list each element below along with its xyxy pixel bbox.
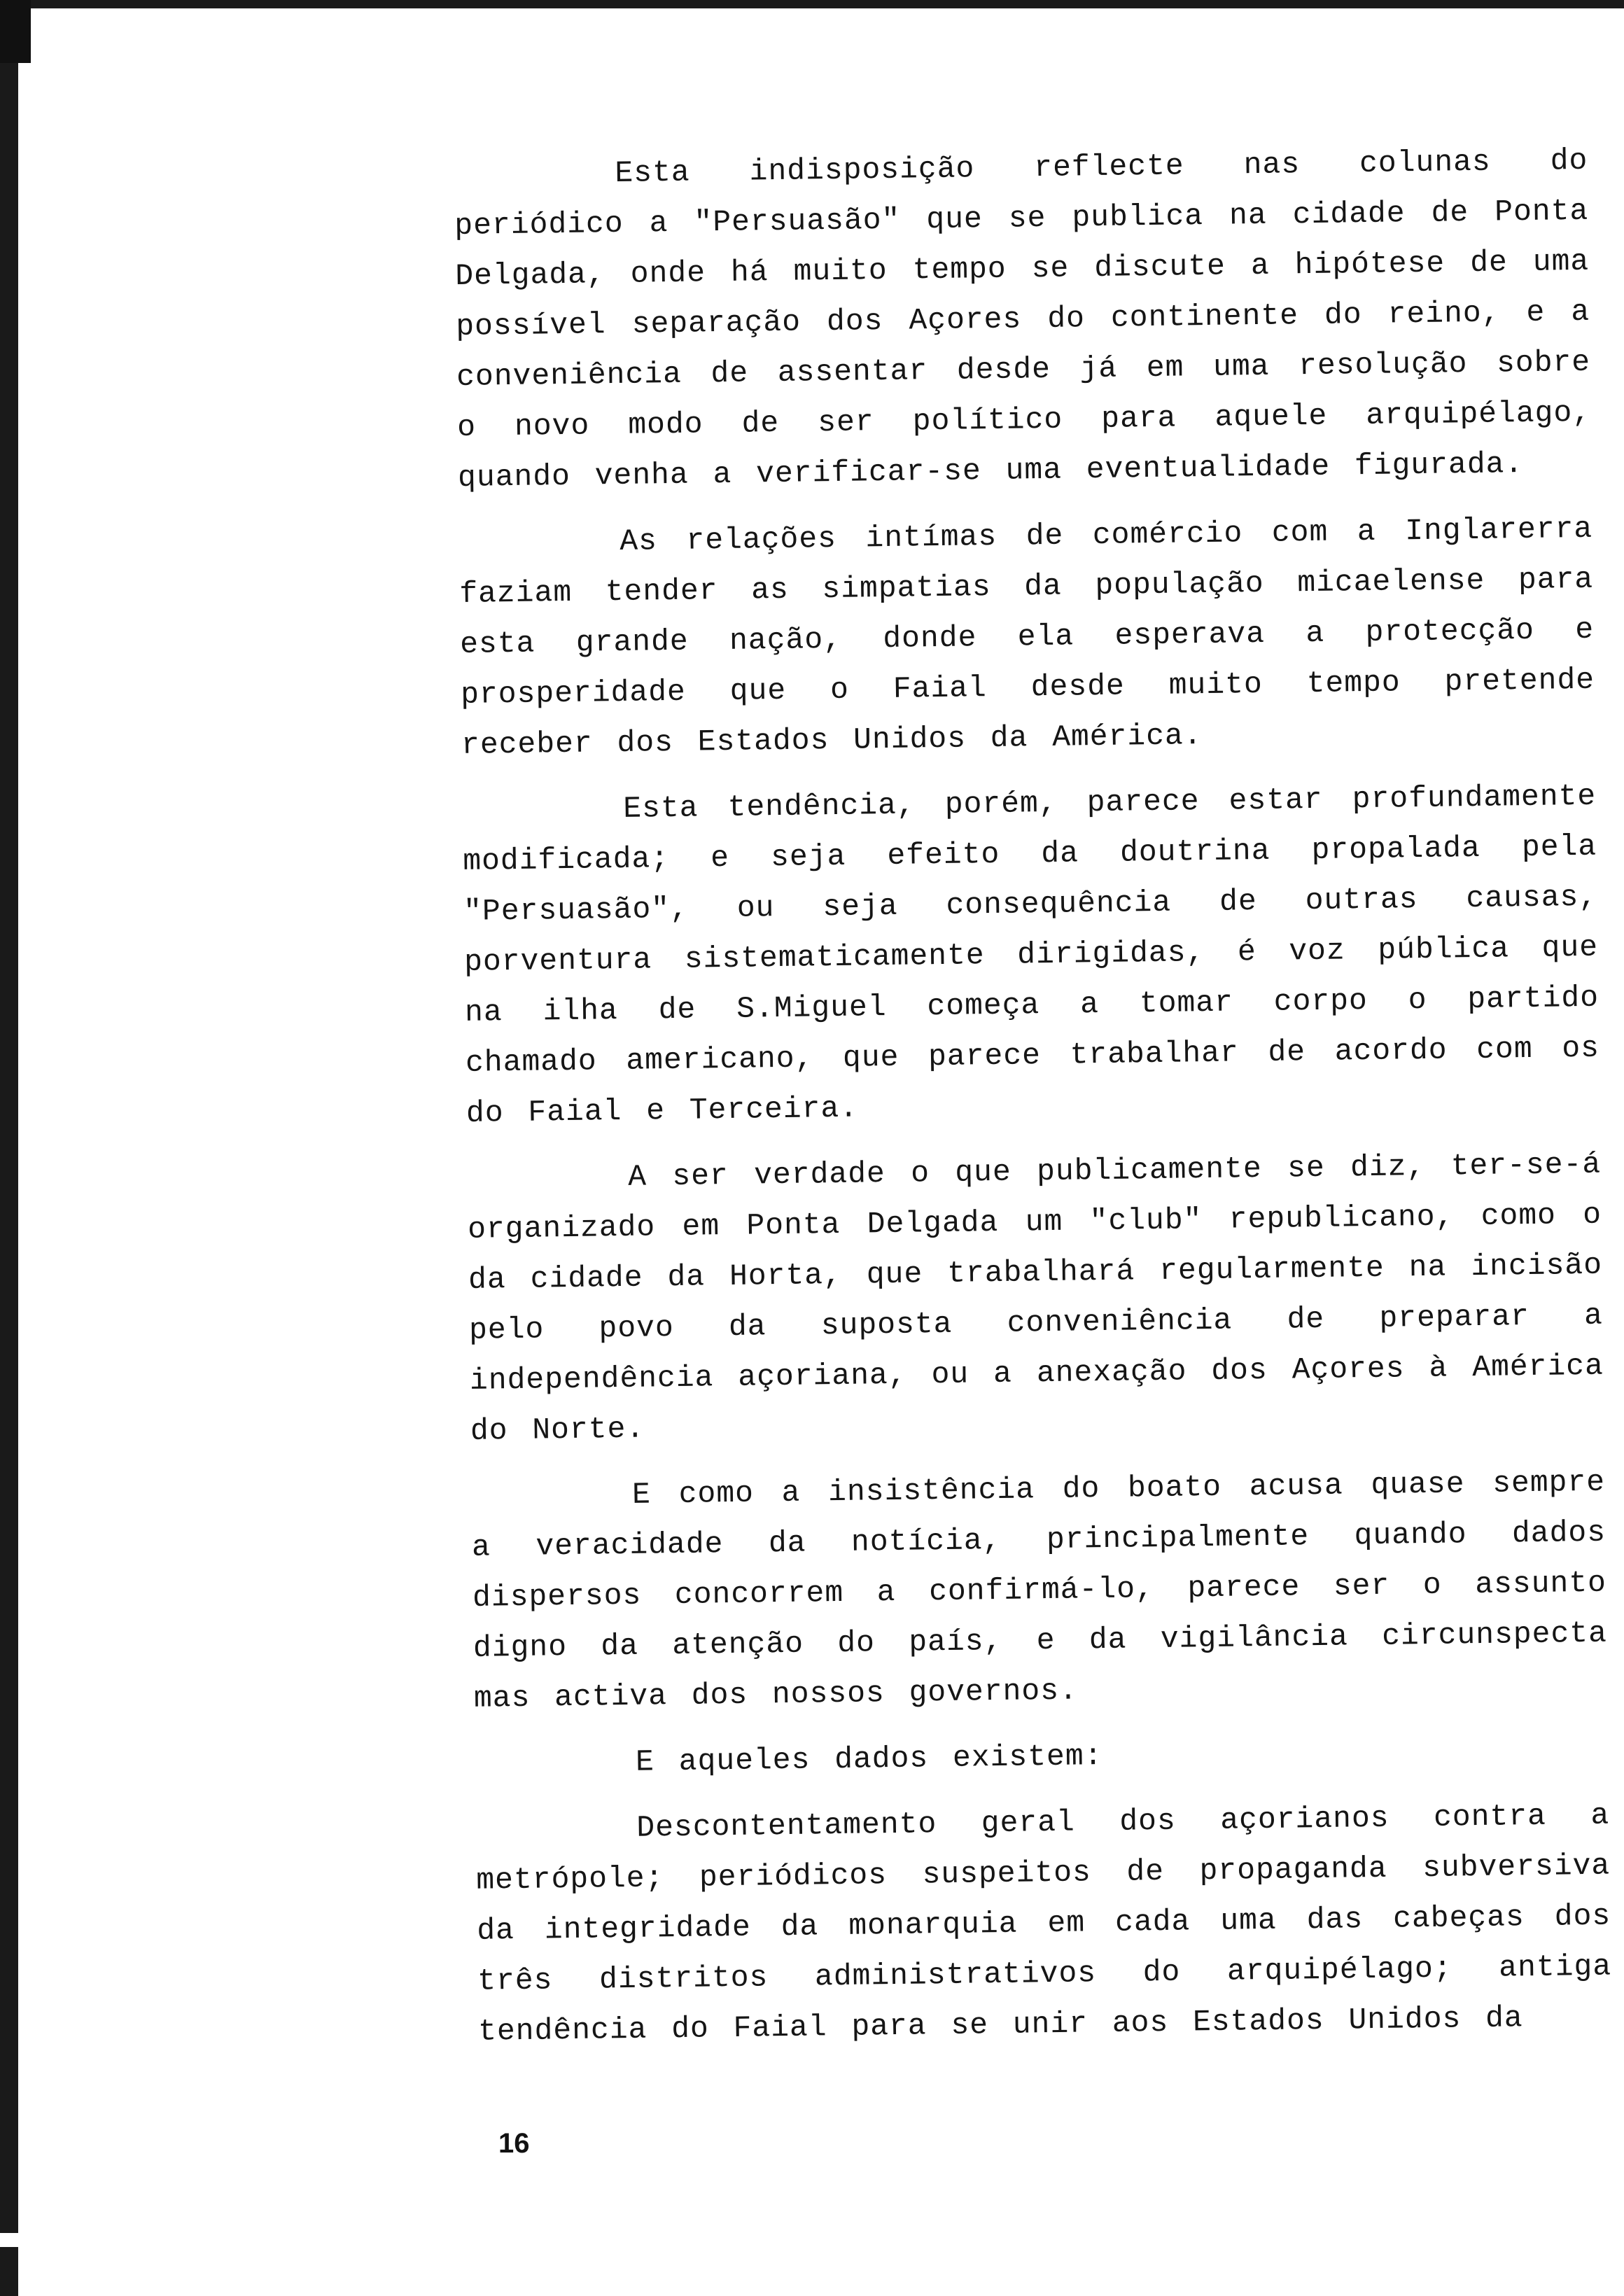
paragraph: Esta tendência, porém, parece estar profundamente modificada; e seja efeito da doutrina propalada pela "Persuasão", ou seja consequência de outras causas, porventura sistematicamente dirigidas, é voz pública que na ilha de S.Miguel começa a tomar corpo o partido chamado americano, que parece trabalhar de acordo com os do Faial e Terceira. bbox=[462, 778, 1600, 1130]
paragraph: E como a insistência do boato acusa quase sempre a veracidade da notícia, principalmente quando dados dispersos concorrem a confirmá-lo, parece ser o assunto digno da atenção do país, e da vigilância circunspecta mas activa dos nossos governos. bbox=[471, 1464, 1608, 1716]
page-number: 16 bbox=[498, 2128, 530, 2159]
scan-corner-mark bbox=[0, 0, 31, 63]
scan-border-left bbox=[0, 0, 18, 2296]
scan-border-top bbox=[0, 0, 1624, 8]
paragraph: Descontentamento geral dos açorianos contra a metrópole; periódicos suspeitos de propaganda subversiva da integridade da monarquia em cada uma das cabeças dos três distritos administrativos do arquipélago; antiga tendência do Faial para se unir aos Estados Unidos da bbox=[476, 1798, 1612, 2049]
paragraph: As relações intímas de comércio com a Inglarerra faziam tender as simpatias da população micaelense para esta grande nação, donde ela esperava a protecção e prosperidade que o Faial desde muito tempo pretende receber dos Estados Unidos da América. bbox=[458, 511, 1595, 762]
scan-border-gap bbox=[0, 2233, 18, 2247]
paragraph: A ser verdade o que publicamente se diz, ter-se-á organizado em Ponta Delgada um "club" republicano, como o da cidade da Horta, que trabalhará regularmente na incisão pelo povo da suposta conveniência de preparar a independência açoriana, ou a anexação dos Açores à América do Norte. bbox=[467, 1147, 1604, 1448]
paragraph: E aqueles dados existem: bbox=[635, 1739, 1103, 1779]
paragraph: Esta indisposição reflecte nas colunas do periódico a "Persuasão" que se publica na cidade de Ponta Delgada, onde há muito tempo se discute a hipótese de uma possível separação dos Açores do continente do reino, e a conveniência de assentar desde já em uma resolução sobre o novo modo de ser político para aquele arquipélago, quando venha a verificar-se uma eventualidade figurada. bbox=[454, 143, 1592, 495]
body-text bbox=[454, 136, 1613, 2057]
